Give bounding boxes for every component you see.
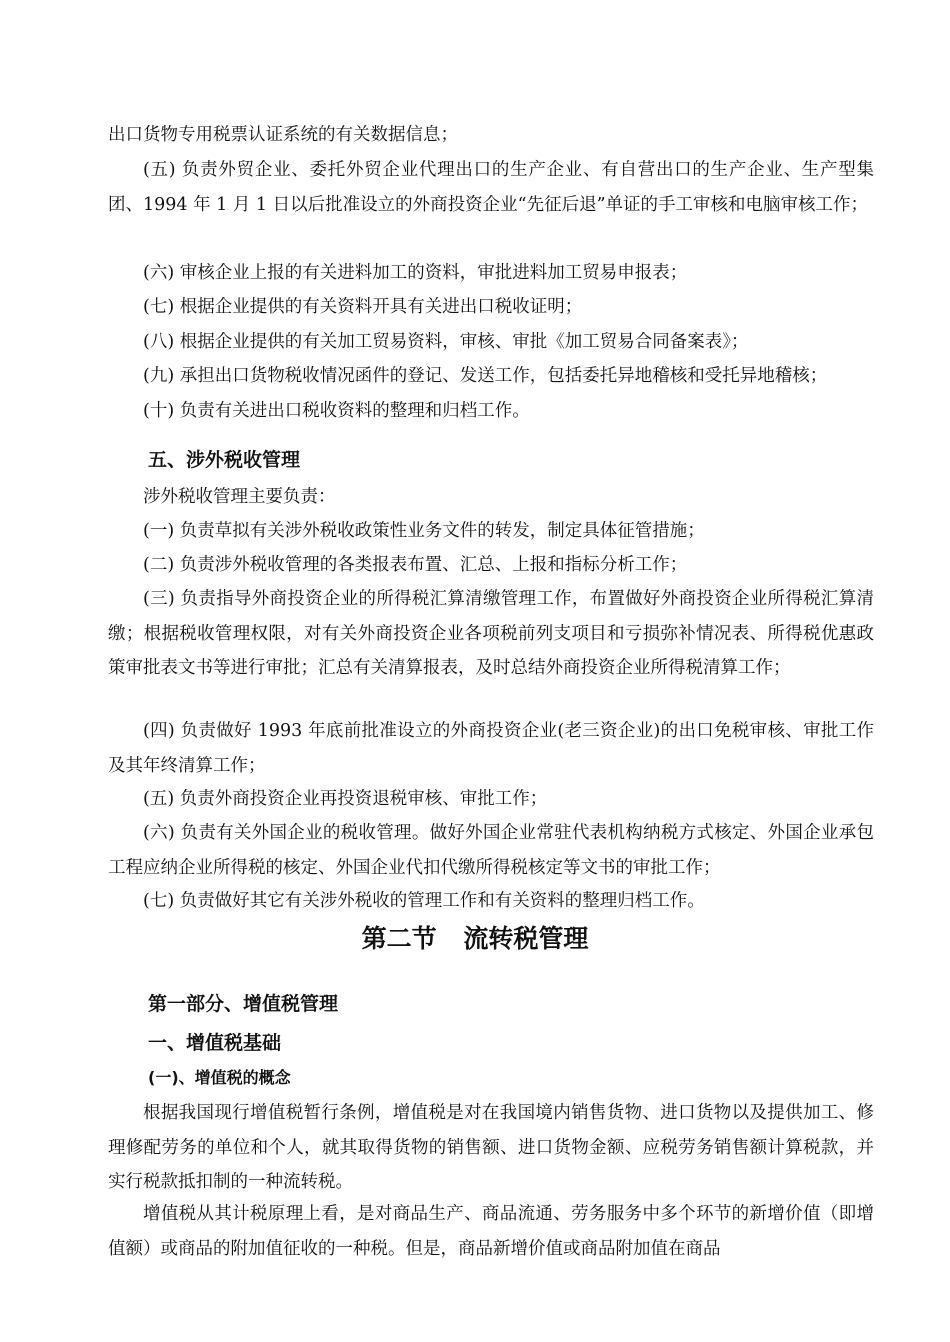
paragraph: (六) 审核企业上报的有关进料加工的资料，审批进料加工贸易申报表； xyxy=(143,263,688,283)
paragraph: (一) 负责草拟有关涉外税收政策性业务文件的转发，制定具体征管措施； xyxy=(143,521,705,541)
paragraph: (十) 负责有关进出口税收资料的整理和归档工作。 xyxy=(143,401,530,421)
paragraph: (六) 负责有关外国企业的税收管理。做好外国企业常驻代表机构纳税方式核定、外国企业承包工程应纳企业所得税的核定、外国企业代扣代缴所得税核定等文书的审批工作； xyxy=(108,823,874,878)
paragraph: 根据我国现行增值税暂行条例，增值税是对在我国境内销售货物、进口货物以及提供加工、修理修配劳务的单位和个人，就其取得货物的销售额、进口货物金额、应税劳务销售额计算税款，并实行税款抵扣制的一种流转税。 xyxy=(108,1103,874,1192)
heading-vat-part: 第一部分、增值税管理 xyxy=(148,993,339,1015)
heading-foreign-tax: 五、涉外税收管理 xyxy=(148,449,301,471)
heading-vat-concept: (一)、增值税的概念 xyxy=(148,1068,291,1087)
paragraph: (四) 负责做好 1993 年底前批准设立的外商投资企业(老三资企业)的出口免税审核、审批工作及其年终清算工作； xyxy=(108,721,874,776)
section-title: 第二节 流转税管理 xyxy=(361,924,589,953)
paragraph: (三) 负责指导外商投资企业的所得税汇算清缴管理工作，布置做好外商投资企业所得税汇算清缴；根据税收管理权限，对有关外商投资企业各项税前列支项目和亏损弥补情况表、所得税优惠政策审批表文书等进行审批；汇总有关清算报表，及时总结外商投资企业所得税清算工作； xyxy=(108,589,874,678)
paragraph: 涉外税收管理主要负责： xyxy=(143,487,336,507)
paragraph: (七) 负责做好其它有关涉外税收的管理工作和有关资料的整理归档工作。 xyxy=(143,891,705,911)
paragraph: 出口货物专用税票认证系统的有关数据信息； xyxy=(108,125,458,145)
paragraph: (九) 承担出口货物税收情况函件的登记、发送工作，包括委托异地稽核和受托异地稽核； xyxy=(143,366,828,386)
paragraph: (二) 负责涉外税收管理的各类报表布置、汇总、上报和指标分析工作； xyxy=(143,555,688,575)
paragraph: (五) 负责外贸企业、委托外贸企业代理出口的生产企业、有自营出口的生产企业、生产型集团、1994 年 1 月 1 日以后批准设立的外商投资企业“先征后退”单证的手工审核和电脑审核工作； xyxy=(108,160,874,215)
paragraph: (七) 根据企业提供的有关资料开具有关进出口税收证明； xyxy=(143,297,583,317)
paragraph: (五) 负责外商投资企业再投资退税审核、审批工作； xyxy=(143,789,548,809)
paragraph: 增值税从其计税原理上看，是对商品生产、商品流通、劳务服务中多个环节的新增价值（即增值额）或商品的附加值征收的一种税。但是，商品新增价值或商品附加值在商品 xyxy=(108,1204,874,1259)
heading-vat-basics: 一、增值税基础 xyxy=(148,1032,282,1054)
paragraph: (八) 根据企业提供的有关加工贸易资料，审核、审批《加工贸易合同备案表》； xyxy=(143,332,749,352)
